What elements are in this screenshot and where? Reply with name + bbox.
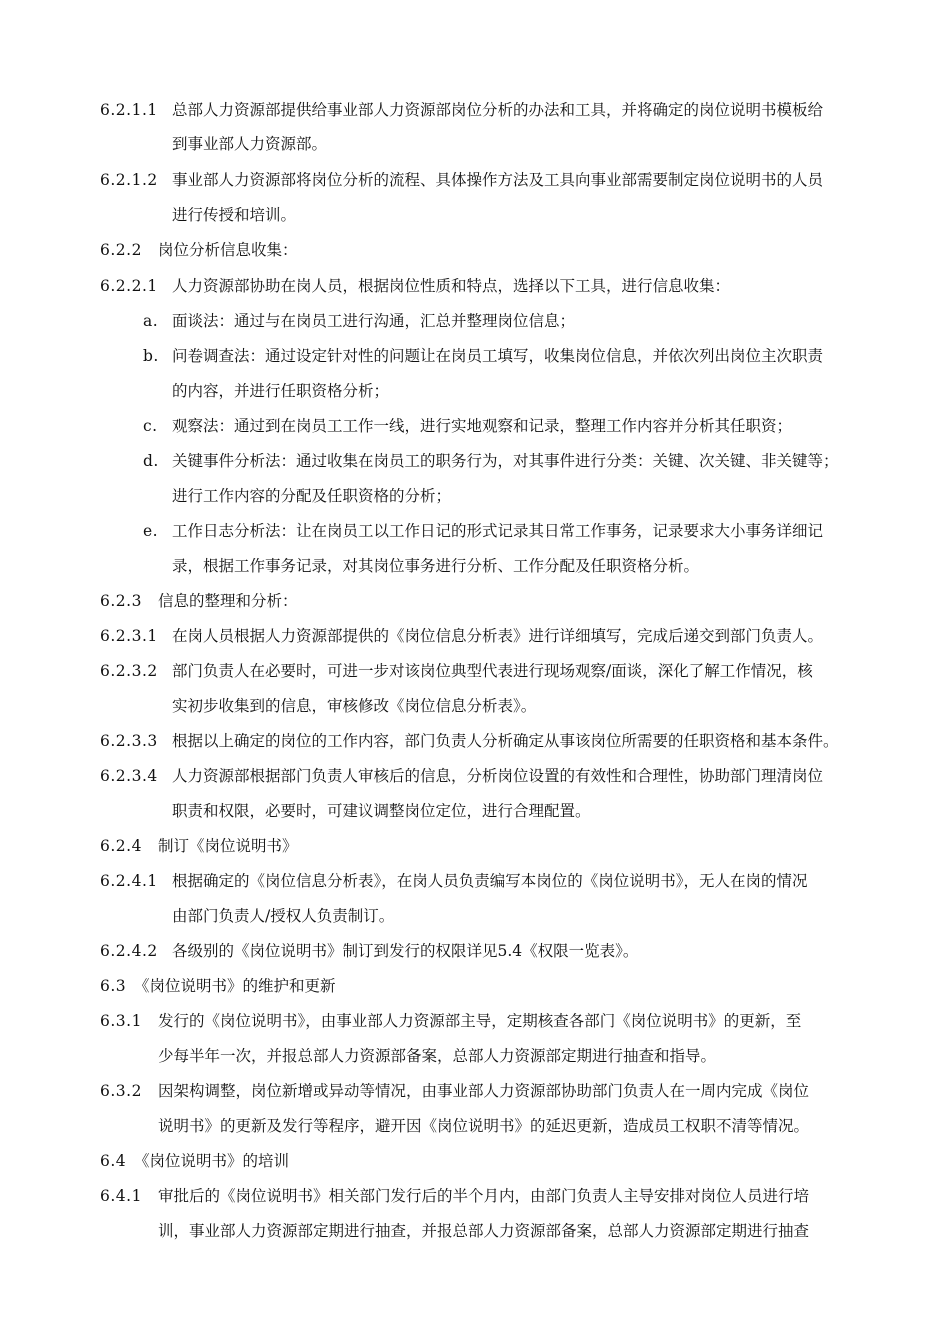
clause-number: 6.2.3.1 — [100, 627, 158, 645]
clause-text: 由部门负责人/授权人负责制订。 — [172, 907, 395, 925]
clause-text: 《岗位说明书》的维护和更新 — [134, 977, 336, 995]
clause-text: 进行工作内容的分配及任职资格的分析； — [172, 487, 452, 505]
clause-text: 总部人力资源部提供给事业部人力资源部岗位分析的办法和工具，并将确定的岗位说明书模板给 — [172, 101, 824, 119]
clause-number: 6.3 — [100, 977, 127, 995]
clause-number: b. — [143, 347, 159, 365]
clause-text: 事业部人力资源部将岗位分析的流程、具体操作方法及工具向事业部需要制定岗位说明书的人员 — [172, 171, 824, 189]
clause-number: 6.2.3 — [100, 592, 142, 610]
clause-text: 信息的整理和分析： — [158, 592, 298, 610]
clause-number: c. — [143, 417, 158, 435]
clause-number: d. — [143, 452, 159, 470]
clause-number: 6.2.4 — [100, 837, 142, 855]
clause-text: 问卷调查法：通过设定针对性的问题让在岗员工填写，收集岗位信息，并依次列出岗位主次职责 — [172, 347, 824, 365]
clause-number: 6.3.1 — [100, 1012, 142, 1030]
clause-text: 岗位分析信息收集： — [158, 241, 298, 259]
clause-text: 根据以上确定的岗位的工作内容，部门负责人分析确定从事该岗位所需要的任职资格和基本条件。 — [172, 732, 839, 750]
clause-number: 6.4.1 — [100, 1187, 142, 1205]
clause-text: 在岗人员根据人力资源部提供的《岗位信息分析表》进行详细填写，完成后递交到部门负责人。 — [172, 627, 824, 645]
clause-text: 职责和权限，必要时，可建议调整岗位定位，进行合理配置。 — [172, 802, 591, 820]
clause-number: 6.2.1.1 — [100, 101, 158, 119]
clause-text: 面谈法：通过与在岗员工进行沟通，汇总并整理岗位信息； — [172, 312, 576, 330]
clause-text: 审批后的《岗位说明书》相关部门发行后的半个月内，由部门负责人主导安排对岗位人员进行培 — [158, 1187, 810, 1205]
clause-text: 因架构调整，岗位新增或异动等情况，由事业部人力资源部协助部门负责人在一周内完成《岗位 — [158, 1082, 810, 1100]
clause-text: 到事业部人力资源部。 — [172, 135, 328, 153]
clause-text: 人力资源部根据部门负责人审核后的信息，分析岗位设置的有效性和合理性，协助部门理清岗位 — [172, 767, 824, 785]
clause-text: 工作日志分析法：让在岗员工以工作日记的形式记录其日常工作事务，记录要求大小事务详细记 — [172, 522, 824, 540]
clause-text: 人力资源部协助在岗人员，根据岗位性质和特点，选择以下工具，进行信息收集： — [172, 277, 731, 295]
clause-number: e. — [143, 522, 159, 540]
clause-number: a. — [143, 312, 159, 330]
clause-number: 6.2.4.1 — [100, 872, 158, 890]
clause-text: 少每半年一次，并报总部人力资源部备案，总部人力资源部定期进行抽查和指导。 — [158, 1047, 717, 1065]
clause-text: 进行传授和培训。 — [172, 206, 297, 224]
clause-number: 6.2.2 — [100, 241, 142, 259]
clause-number: 6.2.3.3 — [100, 732, 158, 750]
clause-text: 制订《岗位说明书》 — [158, 837, 298, 855]
clause-number: 6.4 — [100, 1152, 127, 1170]
clause-text: 观察法：通过到在岗员工工作一线，进行实地观察和记录，整理工作内容并分析其任职资； — [172, 417, 793, 435]
clause-text: 根据确定的《岗位信息分析表》，在岗人员负责编写本岗位的《岗位说明书》，无人在岗的情况 — [172, 872, 808, 890]
clause-text: 说明书》的更新及发行等程序，避开因《岗位说明书》的延迟更新，造成员工权职不清等情况。 — [158, 1117, 810, 1135]
clause-text: 发行的《岗位说明书》，由事业部人力资源部主导，定期核查各部门《岗位说明书》的更新，至 — [158, 1012, 802, 1030]
clause-text: 实初步收集到的信息，审核修改《岗位信息分析表》。 — [172, 697, 537, 715]
clause-text: 的内容，并进行任职资格分析； — [172, 382, 390, 400]
clause-text: 《岗位说明书》的培训 — [134, 1152, 290, 1170]
clause-text: 关键事件分析法：通过收集在岗员工的职务行为，对其事件进行分类：关键、次关键、非关键等； — [172, 452, 839, 470]
clause-text: 录，根据工作事务记录，对其岗位事务进行分析、工作分配及任职资格分析。 — [172, 557, 700, 575]
clause-number: 6.2.4.2 — [100, 942, 158, 960]
clause-number: 6.3.2 — [100, 1082, 142, 1100]
clause-number: 6.2.3.4 — [100, 767, 158, 785]
clause-number: 6.2.3.2 — [100, 662, 158, 680]
clause-text: 部门负责人在必要时，可进一步对该岗位典型代表进行现场观察/面谈，深化了解工作情况，核 — [172, 662, 813, 680]
clause-number: 6.2.2.1 — [100, 277, 158, 295]
clause-text: 各级别的《岗位说明书》制订到发行的权限详见5.4《权限一览表》。 — [172, 942, 639, 960]
clause-text: 训，事业部人力资源部定期进行抽查，并报总部人力资源部备案，总部人力资源部定期进行抽查 — [158, 1222, 810, 1240]
clause-number: 6.2.1.2 — [100, 171, 158, 189]
